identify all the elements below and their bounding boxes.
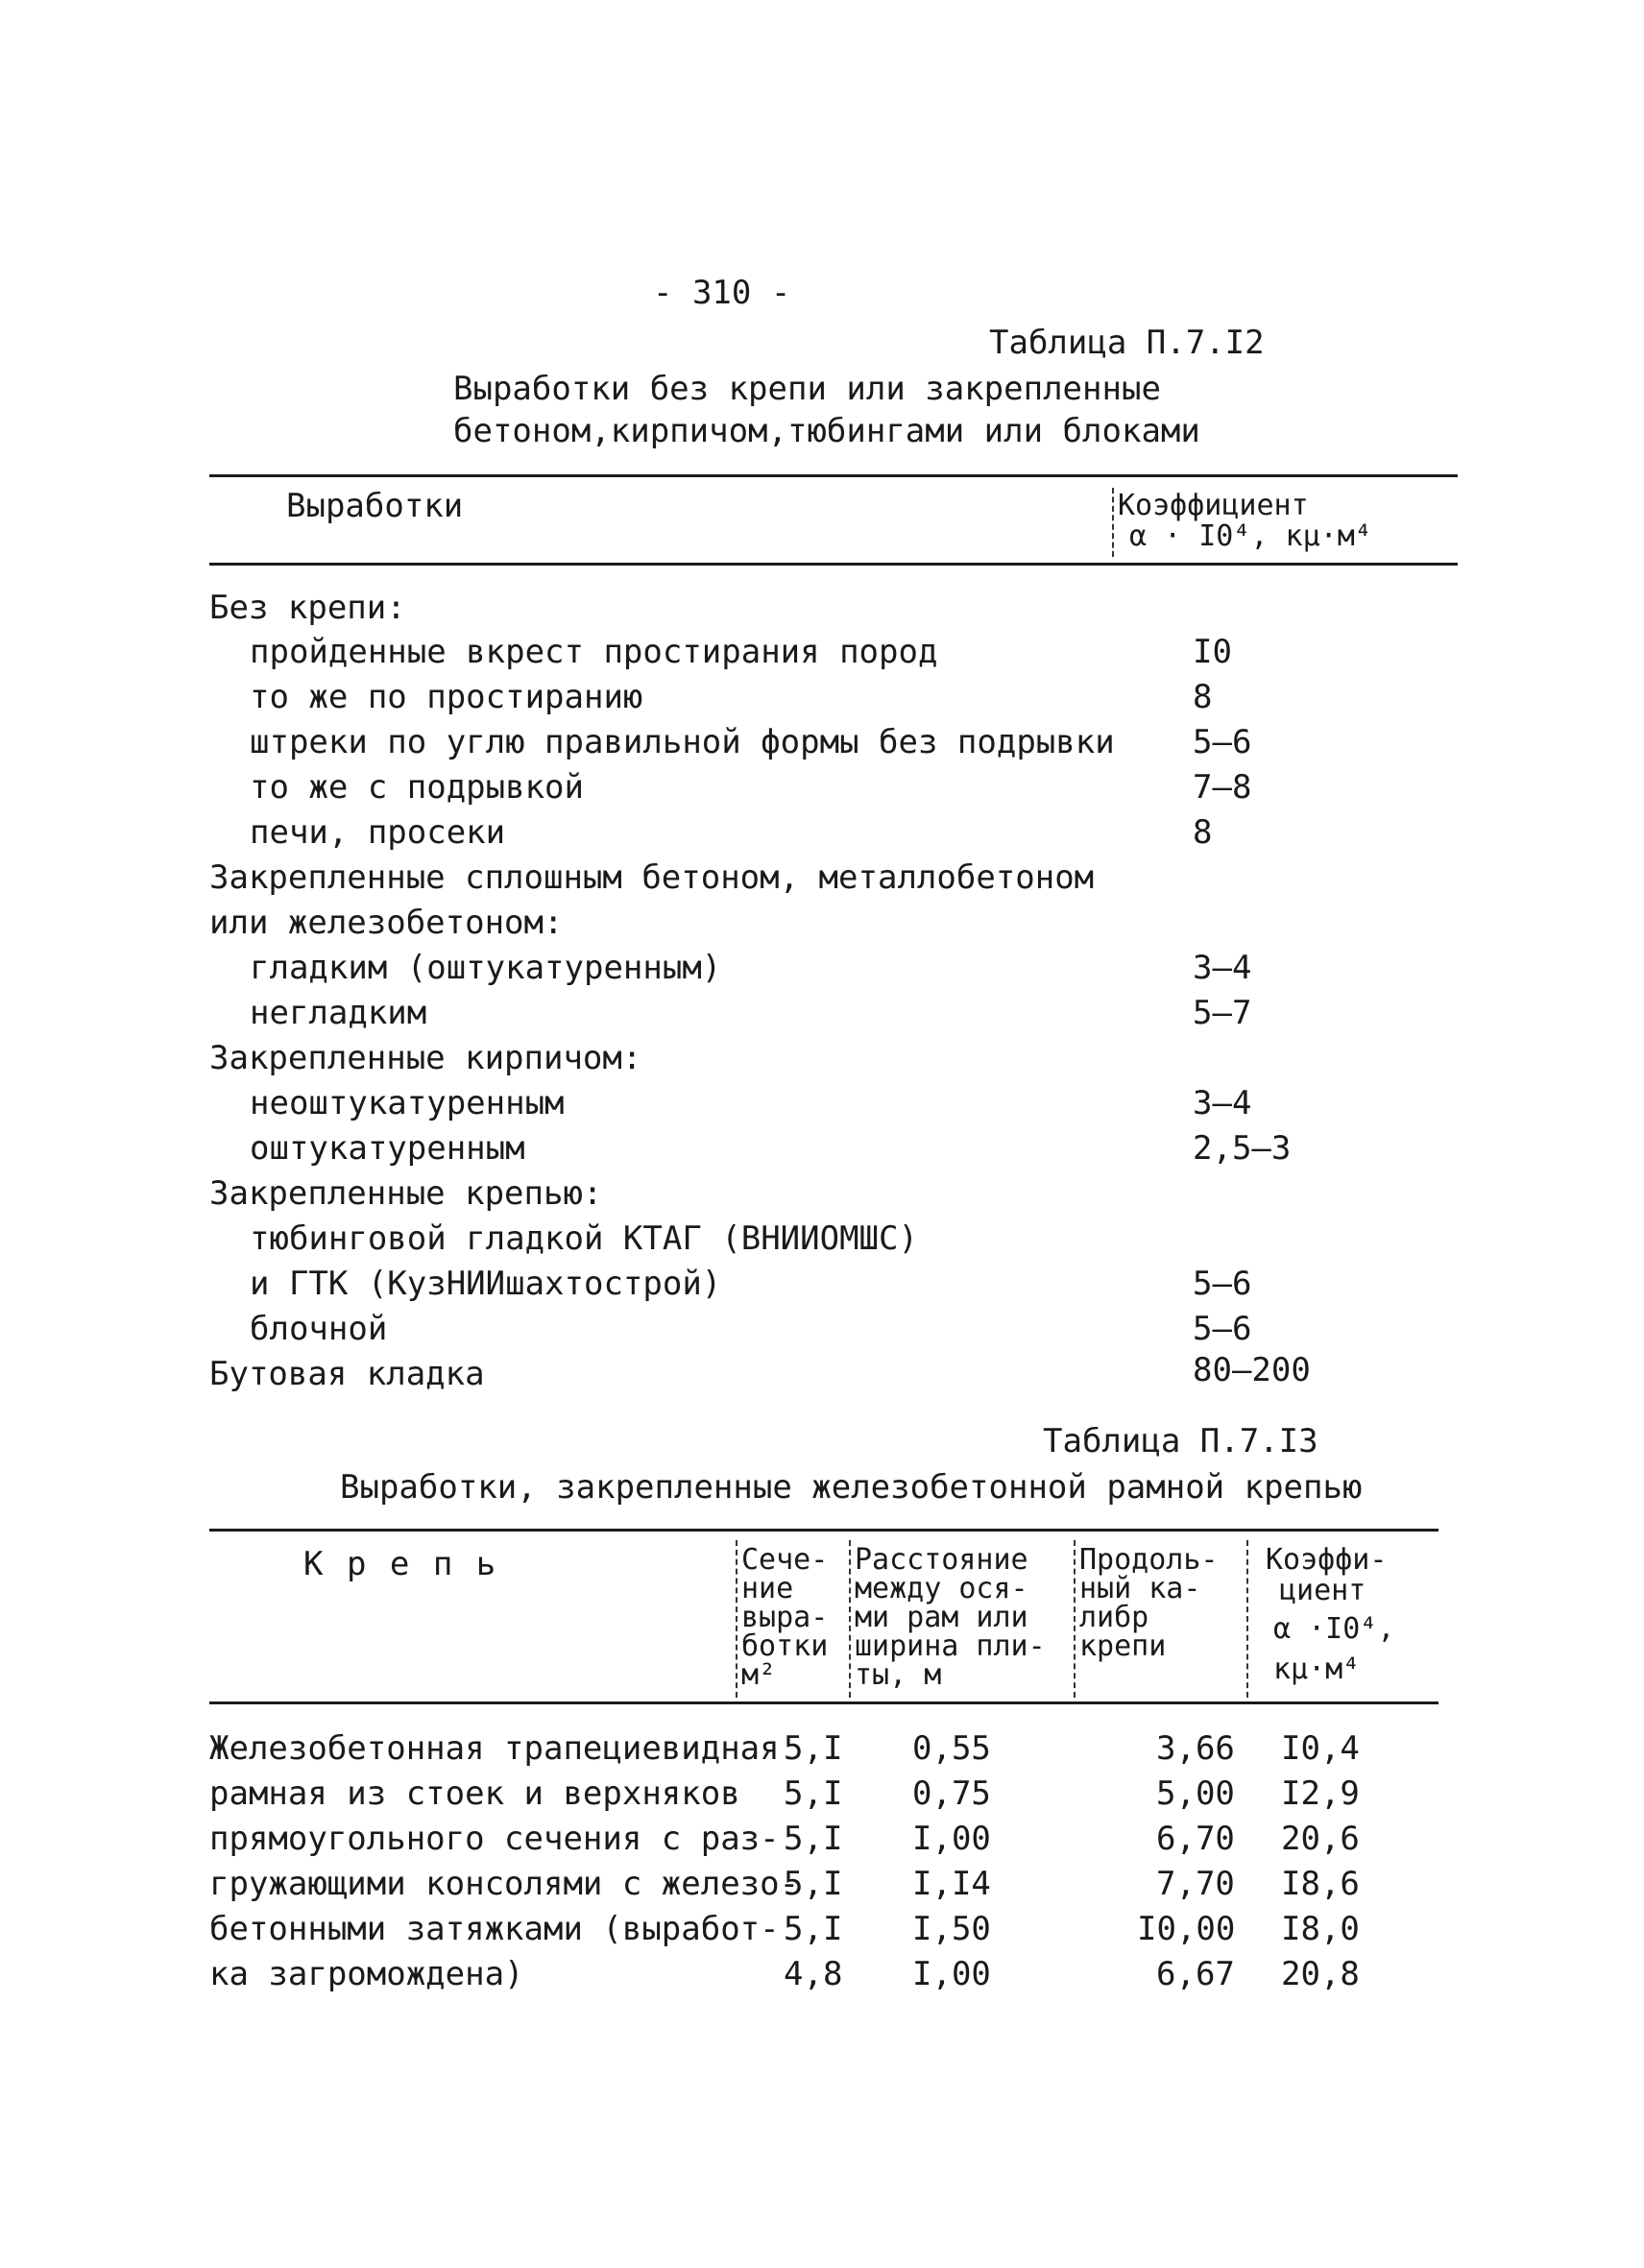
cell-distance: I,I4 [912,1865,991,1903]
table1-row-text: гладким (оштукатуренным) [250,949,722,987]
header-line: либр [1079,1601,1149,1634]
table1-row-value: 7–8 [1193,768,1252,807]
description-line: рамная из стоек и верхняков [209,1774,740,1813]
table1-header-separator [1112,488,1114,557]
cell-caliber: 7,70 [1156,1865,1235,1903]
table1-row-value: 80–200 [1193,1351,1311,1389]
table1-row-text: оштукатуренным [250,1129,525,1168]
cell-coef: 20,6 [1281,1820,1360,1858]
table1-row-value: 3–4 [1193,1084,1252,1122]
table1-header-workings: Выработки [286,487,464,525]
table1-header-coef-line-1: Коэффициент [1118,489,1309,522]
header-line: Расстояние [855,1543,1028,1577]
table-title-1-line-2: бетоном,кирпичом,тюбингами или блоками [453,412,1200,450]
table1-row-value: 8 [1193,678,1213,716]
header-line: кµ·м⁴ [1273,1653,1361,1686]
table1-row-value: 5–7 [1193,994,1252,1032]
cell-caliber: I0,00 [1137,1910,1236,1948]
description-line: прямоугольного сечения с раз- [209,1820,780,1858]
table1-row-value: 3–4 [1193,949,1252,987]
cell-section: 5,I [784,1729,843,1768]
cell-distance: I,00 [912,1955,991,1993]
cell-distance: 0,55 [912,1729,991,1768]
table1-row-text: тюбинговой гладкой КТАГ (ВНИИОМШС) [250,1219,918,1258]
table-label-2: Таблица П.7.I3 [1043,1422,1318,1460]
table1-header-coef-line-2: α · I0⁴, кµ·м⁴ [1129,519,1372,553]
table1-row-text: то же по простиранию [250,678,643,716]
table1-row-text: пройденные вкрест простирания пород [250,633,938,671]
table-label-1: Таблица П.7.I2 [989,324,1265,362]
cell-distance: I,00 [912,1820,991,1858]
description-line: ка загромождена) [209,1955,524,1993]
table2-header-support: К р е п ь [303,1545,498,1583]
description-line: Железобетонная трапециевидная [209,1729,780,1768]
header-line: м² [741,1658,777,1692]
table1-row-text: Бутовая кладка [209,1355,485,1393]
table2-separator-4 [1246,1540,1248,1698]
header-line: циент [1279,1574,1366,1607]
cell-distance: I,50 [912,1910,991,1948]
header-line: между ося- [855,1572,1028,1605]
table1-row-value: 8 [1193,813,1213,852]
cell-caliber: 6,67 [1156,1955,1235,1993]
cell-section: 5,I [784,1865,843,1903]
table1-row-text: негладким [250,994,427,1032]
table1-row-value: 2,5–3 [1193,1129,1292,1168]
table1-row-text: штреки по углю правильной формы без подрывки [250,723,1115,761]
description-line: гружающими консолями с железо- [209,1865,800,1903]
header-line: Коэффи- [1266,1543,1388,1577]
cell-section: 5,I [784,1910,843,1948]
cell-section: 5,I [784,1820,843,1858]
page-number: - 310 - [653,274,791,312]
cell-section: 5,I [784,1774,843,1813]
table1-row-value: 5–6 [1193,1310,1252,1348]
header-line: ботки [741,1629,829,1663]
table1-row-value: 5–6 [1193,723,1252,761]
table-title-1-line-1: Выработки без крепи или закрепленные [453,370,1161,408]
header-line: ние [741,1572,794,1605]
header-line: выра- [741,1601,829,1634]
table1-row-text: Закрепленные кирпичом: [209,1039,642,1077]
table1-row-text: и ГТК (КузНИИшахтострой) [250,1265,722,1303]
cell-coef: I8,6 [1281,1865,1360,1903]
table1-row-text: печи, просеки [250,813,506,852]
table1-row-text: неоштукатуренным [250,1084,565,1122]
table2-separator-1 [736,1540,737,1698]
table1-row-text: то же с подрывкой [250,768,584,807]
table2-separator-2 [849,1540,851,1698]
table1-row-text: Без крепи: [209,589,406,627]
cell-caliber: 3,66 [1156,1729,1235,1768]
table1-header-rule [209,563,1458,566]
description-line: бетонными затяжками (выработ- [209,1910,780,1948]
header-line: α ·I0⁴, [1273,1612,1395,1646]
cell-section: 4,8 [784,1955,843,1993]
table1-row-text: блочной [250,1310,388,1348]
table1-row-value: I0 [1193,633,1232,671]
table2-header-rule [209,1701,1438,1704]
table1-row-text: Закрепленные крепью: [209,1174,603,1213]
cell-coef: I8,0 [1281,1910,1360,1948]
cell-caliber: 6,70 [1156,1820,1235,1858]
table-title-2: Выработки, закрепленные железобетонной рамной крепью [340,1468,1363,1507]
header-line: крепи [1079,1629,1167,1663]
header-line: Продоль- [1079,1543,1219,1577]
table1-row-text: или железобетоном: [209,904,564,942]
cell-distance: 0,75 [912,1774,991,1813]
table1-row-value: 5–6 [1193,1265,1252,1303]
table1-top-rule [209,474,1458,477]
cell-coef: I2,9 [1281,1774,1360,1813]
header-line: ты, м [855,1658,942,1692]
header-line: ми рам или [855,1601,1028,1634]
cell-coef: I0,4 [1281,1729,1360,1768]
cell-caliber: 5,00 [1156,1774,1235,1813]
table1-row-text: Закрепленные сплошным бетоном, металлобетоном [209,858,1095,897]
header-line: Сече- [741,1543,829,1577]
table2-separator-3 [1074,1540,1076,1698]
table2-top-rule [209,1529,1438,1532]
cell-coef: 20,8 [1281,1955,1360,1993]
header-line: ширина пли- [855,1629,1046,1663]
header-line: ный ка- [1079,1572,1201,1605]
